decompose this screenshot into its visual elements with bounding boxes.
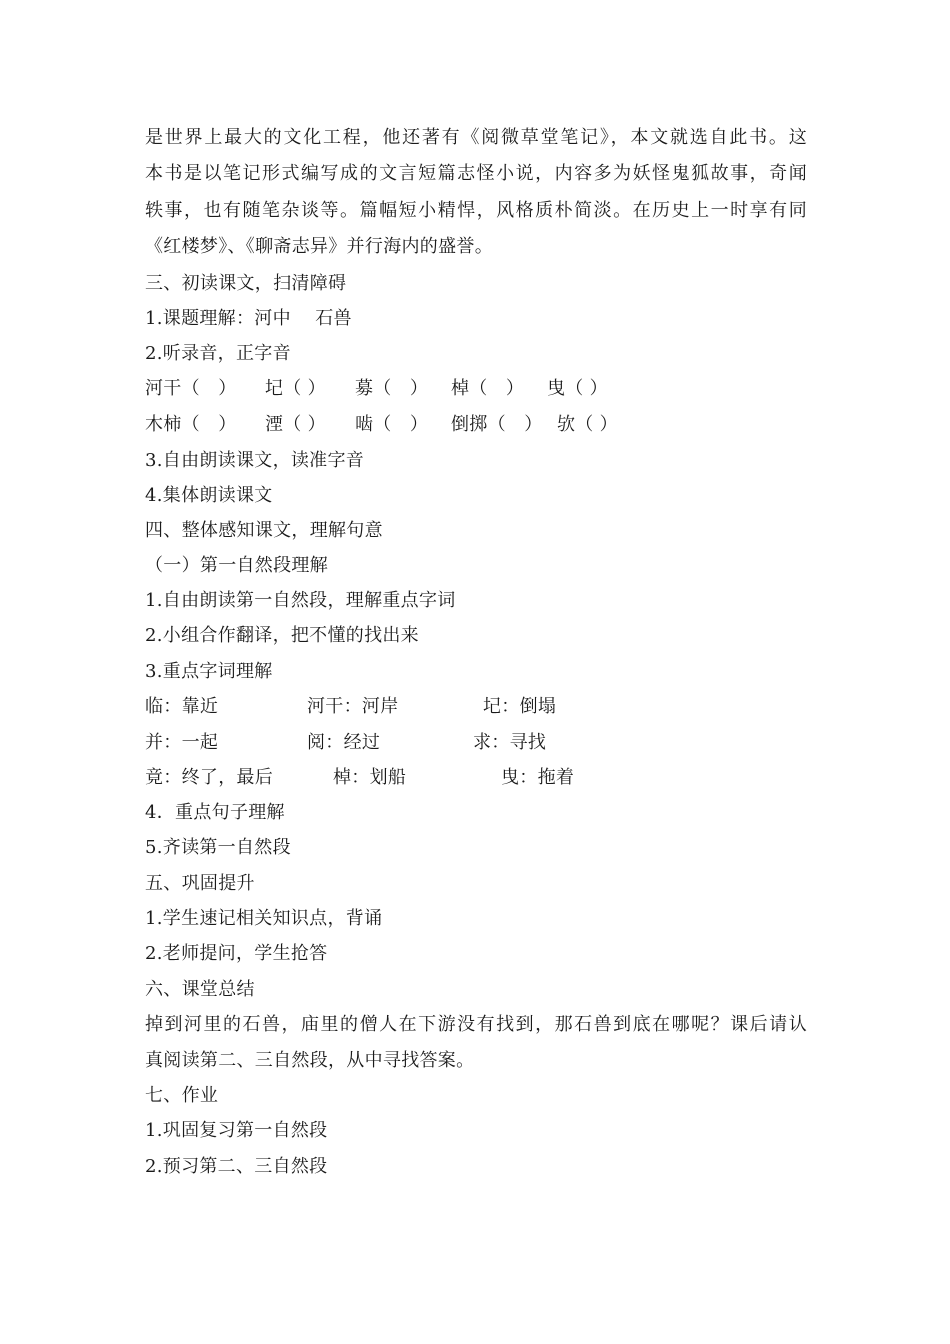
section-4-item-2: 2.小组合作翻译，把不懂的找出来 [145,625,419,646]
vocab-cell: 棹：划船 [333,767,407,788]
section-3-heading: 三、初读课文，扫清障碍 [145,273,347,294]
section-3-item-2: 2.听录音，正字音 [145,343,291,364]
section-4-heading: 四、整体感知课文，理解句意 [145,520,383,541]
intro-line-4: 《红楼梦》、《聊斋志异》并行海内的盛誉。 [145,236,493,257]
section-5-heading: 五、巩固提升 [145,873,255,894]
pronunciation-cell: 木柿（ ） [145,414,237,435]
section-4-item-3: 3.重点字词理解 [145,661,273,682]
pronunciation-cell: 曳（ ） [547,378,608,399]
section-6-heading: 六、课堂总结 [145,979,255,1000]
section-4-subheading: （一）第一自然段理解 [145,555,328,576]
section-3-item-4: 4.集体朗读课文 [145,485,273,506]
section-5-item-1: 1.学生速记相关知识点，背诵 [145,908,383,929]
section-3-item-3: 3.自由朗读课文，读准字音 [145,450,365,471]
pronunciation-cell: 棹（ ） [451,378,525,399]
pronunciation-cell: 湮（ ） [265,414,326,435]
section-7-item-1: 1.巩固复习第一自然段 [145,1120,328,1141]
vocab-cell: 竟：终了，最后 [145,767,274,788]
vocab-cell: 求：寻找 [473,732,547,753]
vocab-cell: 并：一起 [145,732,219,753]
pronunciation-cell: 啮（ ） [355,414,429,435]
section-5-item-2: 2.老师提问，学生抢答 [145,943,328,964]
intro-line-1: 是世界上最大的文化工程，他还著有《阅微草堂笔记》，本文就选自此书。这 [145,127,807,148]
vocab-cell: 阅：经过 [307,732,381,753]
section-3-item-1: 1.课题理解：河中 石兽 [145,308,352,329]
section-4-item-4: 4．重点句子理解 [145,802,285,823]
intro-line-3: 轶事，也有随笔杂谈等。篇幅短小精悍，风格质朴简淡。在历史上一时享有同 [145,200,807,221]
pronunciation-cell: 募（ ） [355,378,429,399]
vocab-cell: 曳：拖着 [501,767,575,788]
section-4-item-5: 5.齐读第一自然段 [145,837,291,858]
vocab-cell: 圮：倒塌 [483,696,557,717]
section-7-heading: 七、作业 [145,1085,219,1106]
intro-line-2: 本书是以笔记形式编写成的文言短篇志怪小说，内容多为妖怪鬼狐故事，奇闻 [145,163,807,184]
pronunciation-cell: 倒掷（ ） [451,414,543,435]
vocab-cell: 河干：河岸 [307,696,399,717]
pronunciation-cell: 河干（ ） [145,378,237,399]
section-4-item-1: 1.自由朗读第一自然段，理解重点字词 [145,590,456,611]
pronunciation-cell: 圮（ ） [265,378,326,399]
summary-line-2: 真阅读第二、三自然段，从中寻找答案。 [145,1050,475,1071]
vocab-cell: 临：靠近 [145,696,219,717]
section-7-item-2: 2.预习第二、三自然段 [145,1156,328,1177]
pronunciation-cell: 欤（ ） [557,414,618,435]
summary-line-1: 掉到河里的石兽，庙里的僧人在下游没有找到，那石兽到底在哪呢？课后请认 [145,1014,807,1035]
